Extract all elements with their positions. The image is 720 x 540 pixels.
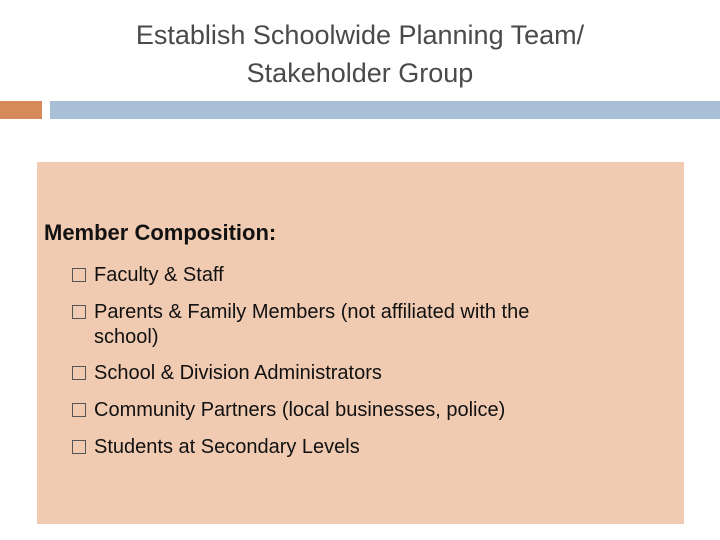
section-heading: Member Composition: xyxy=(44,220,277,245)
list-item xyxy=(72,355,652,392)
checkbox-bullet-icon xyxy=(72,268,86,282)
list-item xyxy=(72,257,652,294)
checkbox-bullet-icon xyxy=(72,440,86,454)
slide-title-line-2: Stakeholder Group xyxy=(246,58,474,88)
accent-bar-orange xyxy=(0,101,42,119)
list-item xyxy=(72,392,652,429)
list-item-text: Students at Secondary Levels xyxy=(94,436,360,458)
accent-bar-blue xyxy=(50,101,720,119)
slide-title-line-1: Establish Schoolwide Planning Team/ xyxy=(135,20,585,50)
list-item xyxy=(72,294,652,355)
checkbox-bullet-icon xyxy=(72,403,86,417)
checkbox-bullet-icon xyxy=(72,305,86,319)
list-item-text: Community Partners (local businesses, police) xyxy=(94,399,506,421)
slide-title xyxy=(60,16,660,92)
list-item-text: School & Division Administrators xyxy=(94,362,382,384)
list-item-text: Faculty & Staff xyxy=(94,264,224,286)
list-item-text-continued: school) xyxy=(94,326,159,348)
member-list xyxy=(72,257,652,466)
list-item xyxy=(72,429,652,466)
list-item-text: Parents & Family Members (not affiliated with the xyxy=(94,301,530,323)
checkbox-bullet-icon xyxy=(72,366,86,380)
